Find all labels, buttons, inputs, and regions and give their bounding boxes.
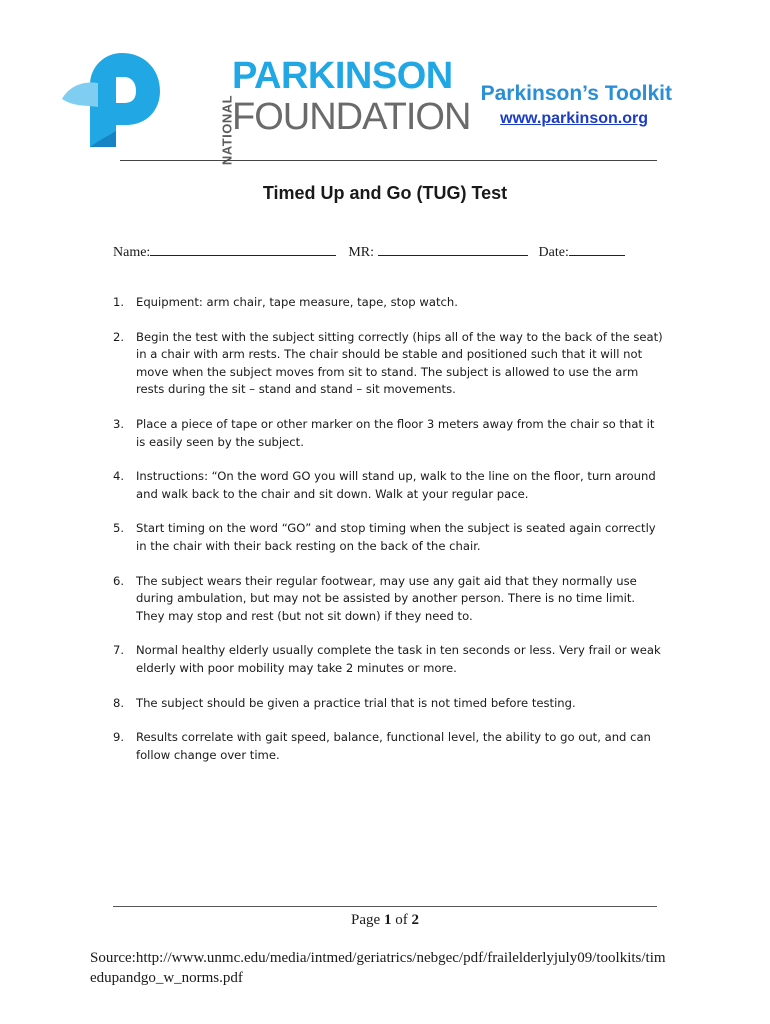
list-item: 1. Equipment: arm chair, tape measure, tape, stop watch. (113, 295, 458, 309)
list-item: 5. Start timing on the word “GO” and stop timing when the subject is seated again correctly in the chair with their back resting on the back of the chair. (113, 521, 656, 553)
mr-field[interactable] (348, 243, 527, 261)
list-item: 8. The subject should be given a practice trial that is not timed before testing. (113, 695, 576, 710)
list-item: 6. The subject wears their regular footwear, may use any gait aid that they normally use during ambulation, but may not be assisted by another person. There is no time limit. They may stop and rest (but not sit down) if they need to. (113, 573, 637, 623)
list-item: 3. Place a piece of tape or other marker on the floor 3 meters away from the chair so that it is easily seen by the subject. (113, 416, 655, 449)
date-line (569, 243, 625, 256)
page-number: Page 1 of 2 (351, 912, 419, 928)
list-item: 2. Begin the test with the subject sitting correctly (hips all of the way to the back of the seat) in a chair with arm rests. The chair should be stable and positioned such that it will not move when the subject moves from sit to stand. The subject is allowed to use the arm rests during the sit – stand and stand – sit movements. (113, 329, 663, 397)
source-citation: Source:http://www.unmc.edu/media/intmed/geriatrics/nebgec/pdf/frailelderlyjuly09/toolkits/timedupandgo_w_norms.pdf (90, 950, 666, 986)
list-item: 4. Instructions: “On the word GO you will stand up, walk to the line on the floor, turn around and walk back to the chair and sit down. Walk at your regular pace. (113, 469, 656, 501)
logo-parkinson-text: PARKINSON (232, 55, 453, 97)
instructions-list (113, 294, 663, 764)
toolkit-url-link[interactable]: www.parkinson.org (500, 110, 648, 127)
logo-foundation-text: FOUNDATION (232, 96, 471, 138)
date-field[interactable] (539, 243, 625, 261)
parkinson-p-icon (60, 45, 170, 155)
name-label: Name: (113, 245, 151, 260)
name-field[interactable] (113, 243, 336, 261)
date-label: Date: (538, 245, 569, 260)
logo-national-text: NATIONAL (219, 94, 235, 166)
list-item: 7. Normal healthy elderly usually complete the task in ten seconds or less. Very frail or weak elderly with poor mobility may take 2 minutes or more. (113, 643, 661, 675)
footer-divider (113, 906, 657, 907)
patient-fields-row (113, 243, 625, 261)
toolkit-title: Parkinson’s Toolkit (480, 82, 672, 105)
name-line (150, 243, 336, 256)
mr-line (378, 243, 528, 256)
document-title: Timed Up and Go (TUG) Test (262, 183, 508, 203)
mr-label: MR: (348, 245, 375, 260)
header-divider (120, 160, 657, 161)
list-item: 9. Results correlate with gait speed, balance, functional level, the ability to go out, and can follow change over time. (113, 730, 651, 762)
national-parkinson-foundation-logo (60, 45, 471, 166)
